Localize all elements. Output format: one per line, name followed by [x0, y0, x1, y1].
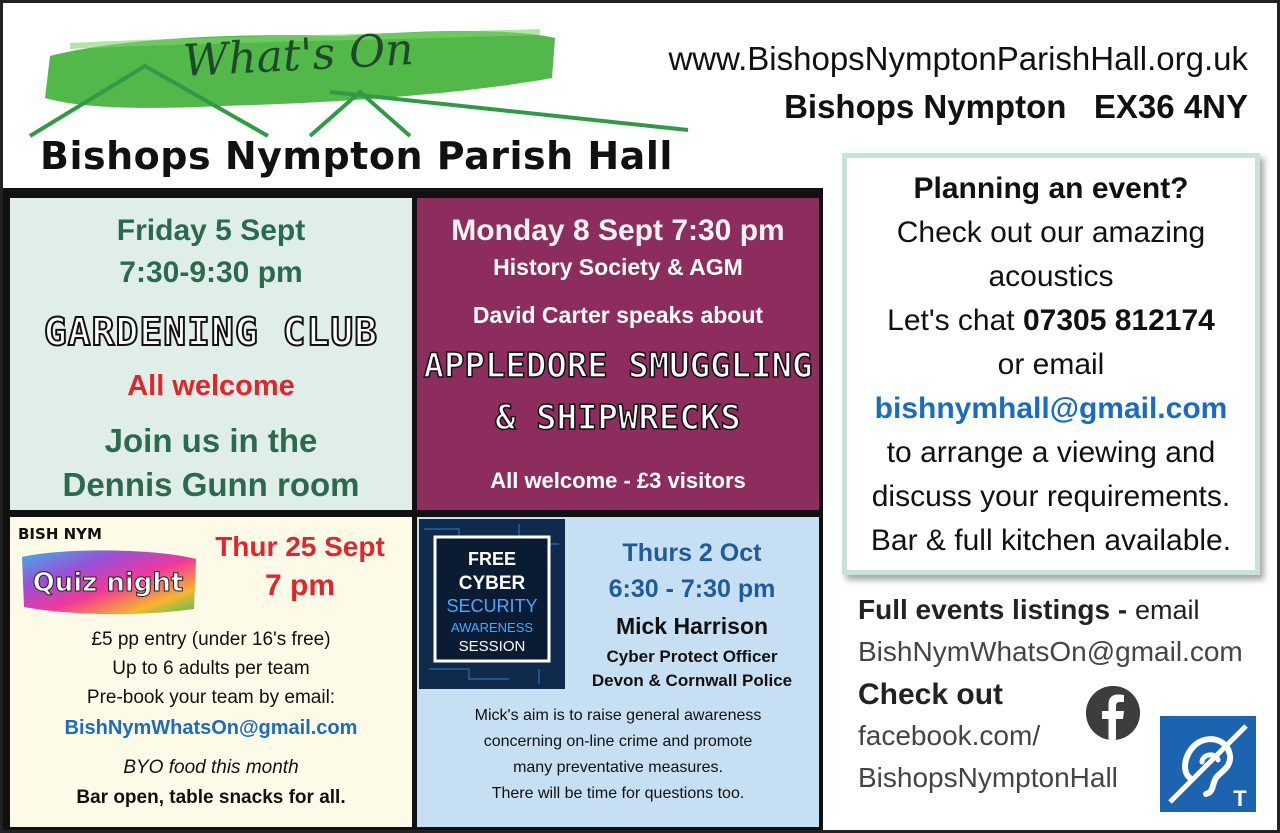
description-line: There will be time for questions too. — [491, 785, 745, 802]
planning-line: Check out our amazing — [896, 216, 1206, 249]
listings-heading-text: Full events listings - — [858, 594, 1135, 625]
food-line: BYO food this month — [123, 757, 299, 778]
talk-title-line-2: & SHIPWRECKS — [495, 398, 741, 438]
quiz-night-panel — [10, 517, 412, 827]
location-line-2: Dennis Gunn room — [62, 466, 360, 503]
bish-nym-label: BISH NYM — [18, 525, 102, 543]
svg-text:AWARENESS: AWARENESS — [450, 620, 534, 635]
listings-email-link[interactable]: BishNymWhatsOn@gmail.com — [858, 636, 1243, 667]
event-date: Thurs 2 Oct — [622, 539, 762, 567]
planning-line: or email — [997, 348, 1105, 381]
quiz-logo-text: Quiz night — [32, 568, 184, 598]
team-size-line: Up to 6 adults per team — [112, 658, 310, 679]
description-line: many preventative measures. — [513, 759, 723, 776]
event-date: Thur 25 Sept — [215, 531, 385, 562]
hall-title: Bishops Nympton Parish Hall — [40, 134, 673, 178]
phone-number[interactable]: 07305 812174 — [1022, 304, 1215, 337]
svg-text:CYBER: CYBER — [458, 573, 526, 594]
speaker-role: Cyber Protect Officer — [606, 647, 778, 666]
whats-on-heading: What's On — [181, 24, 415, 87]
facebook-icon[interactable] — [1086, 686, 1140, 740]
planning-event-box — [842, 153, 1260, 575]
planning-line: to arrange a viewing and — [886, 436, 1216, 469]
planning-line: acoustics — [988, 260, 1114, 293]
phone-line — [847, 304, 1255, 338]
event-date: Monday 8 Sept 7:30 pm — [451, 214, 785, 247]
hearing-loop-icon — [1160, 716, 1256, 812]
speaker-name: Mick Harrison — [615, 613, 769, 639]
svg-text:SESSION: SESSION — [458, 638, 526, 655]
phone-prefix: Let's chat — [887, 304, 1023, 337]
prebook-line: Pre-book your team by email: — [86, 687, 336, 708]
svg-text:SECURITY: SECURITY — [446, 596, 538, 616]
facebook-link-line-2[interactable]: BishopsNymptonHall — [858, 762, 1118, 793]
hall-email-link[interactable]: bishnymhall@gmail.com — [874, 392, 1228, 425]
events-grid — [3, 188, 823, 830]
svg-text:FREE: FREE — [467, 549, 517, 569]
event-time: 7 pm — [264, 569, 336, 602]
facebook-link-line-1[interactable]: facebook.com/ — [858, 720, 1041, 751]
planning-line: Bar & full kitchen available. — [870, 524, 1232, 557]
planning-line: discuss your requirements. — [871, 480, 1231, 513]
quiz-email-link[interactable]: BishNymWhatsOn@gmail.com — [64, 717, 358, 739]
cyber-security-image — [419, 519, 565, 689]
event-time: 6:30 - 7:30 pm — [608, 575, 776, 603]
history-society-panel — [417, 198, 819, 510]
welcome-text: All welcome — [127, 370, 295, 402]
website-link[interactable]: www.BishopsNymptonParishHall.org.uk — [668, 40, 1248, 77]
speaker-organisation: Devon & Cornwall Police — [591, 671, 793, 690]
listings-heading-suffix: email — [1134, 595, 1200, 625]
address: Bishops Nympton EX36 4NY — [784, 88, 1248, 125]
quiz-night-logo — [18, 545, 200, 617]
fee-line: All welcome - £3 visitors — [490, 468, 746, 493]
hearing-loop-letter: T — [1233, 786, 1247, 811]
cyber-security-panel — [417, 517, 819, 827]
event-date: Friday 5 Sept — [116, 214, 306, 247]
gardening-club-panel — [10, 198, 412, 510]
speaker-line: David Carter speaks about — [472, 302, 764, 328]
event-time: 7:30-9:30 pm — [119, 256, 303, 289]
planning-heading: Planning an event? — [913, 172, 1189, 205]
roof-lines — [0, 0, 700, 150]
talk-title-line-1: APPLEDORE SMUGGLING — [423, 346, 813, 386]
event-title: GARDENING CLUB — [43, 310, 379, 354]
bar-line: Bar open, table snacks for all. — [76, 787, 346, 808]
entry-fee-line: £5 pp entry (under 16's free) — [91, 629, 331, 650]
check-out-label: Check out — [858, 678, 1004, 711]
listings-heading — [858, 594, 1199, 626]
description-line: Mick's aim is to raise general awareness — [474, 707, 762, 724]
description-line: concerning on-line crime and promote — [483, 733, 753, 750]
location-line-1: Join us in the — [104, 422, 318, 459]
society-name: History Society & AGM — [493, 254, 743, 280]
